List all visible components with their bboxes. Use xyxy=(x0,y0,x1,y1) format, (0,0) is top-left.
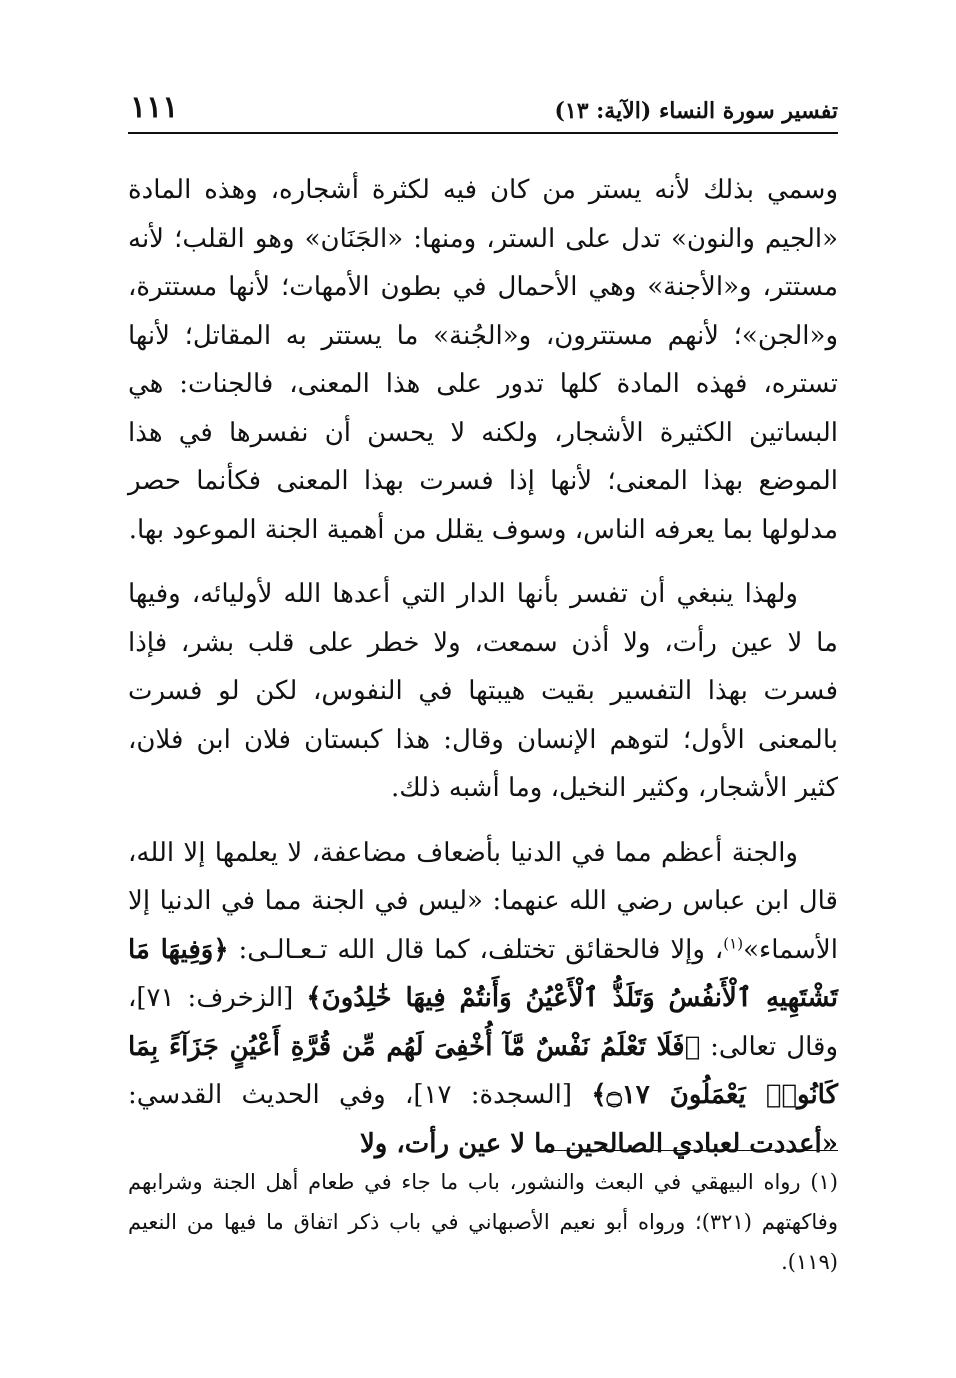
page-number: ١١١ xyxy=(130,90,179,125)
verse-reference-zukhruf: [الزخرف: ٧١]، وقال تعالى: xyxy=(128,983,838,1062)
paragraph-3 xyxy=(128,829,838,1169)
footnote-reference: (١) xyxy=(723,933,744,952)
footnote-separator xyxy=(548,1150,838,1151)
header-rule xyxy=(128,132,838,134)
running-title: تفسير سورة النساء (الآية: ١٣) xyxy=(554,98,838,124)
paragraph-3-text-b: ، وإلا فالحقائق تختلف، كما قال الله تـعـالـى: xyxy=(228,934,724,965)
quran-verse-sajdah: ﴿فَلَا تَعْلَمُ نَفْسٌ مَّآ أُخْفِىَ لَهُم مِّن قُرَّةِ أَعْيُنٍ جَزَآءً بِمَا كَانُوا۟ يَعْمَلُونَ ۝١٧﴾ xyxy=(128,1031,838,1110)
hadith-qudsi-quote: «أعددت لعبادي الصالحين ما لا عين رأت، ولا xyxy=(359,1128,838,1159)
footnote-1: (١) رواه البيهقي في البعث والنشور، باب ما جاء في طعام أهل الجنة وشرابهم وفاكهتهم (٣٢١)؛ ورواه أبو نعيم الأصبهاني في باب ذكر اتفاق ما فيها من النعيم (١١٩). xyxy=(128,1170,838,1274)
quran-verse-zukhruf: ﴿وَفِيهَا مَا تَشْتَهِيهِ ٱلْأَنفُسُ وَتَلَذُّ ٱلْأَعْيُنُ وَأَنتُمْ فِيهَا خَٰلِدُونَ﴾ xyxy=(128,934,838,1013)
body-text xyxy=(128,166,838,1184)
paragraph-3-text-a: والجنة أعظم مما في الدنيا بأضعاف مضاعفة، لا يعلمها إلا الله، قال ابن عباس رضي الله عنهما: «ليس في الجنة مما في الدنيا إلا الأسماء» xyxy=(128,837,838,965)
paragraph-2: ولهذا ينبغي أن تفسر بأنها الدار التي أعدها الله لأوليائه، وفيها ما لا عين رأت، ولا أذن سمعت، ولا خطر على قلب بشر، فإذا فسرت بهذا التفسير بقيت هيبتها في النفوس، لكن لو فسرت بالمعنى الأول؛ لتوهم الإنسان وقال: هذا كبستان فلان ابن فلان، كثير الأشجار، وكثير النخيل، وما أشبه ذلك. xyxy=(128,579,838,803)
footnotes xyxy=(128,1162,838,1282)
page-header xyxy=(128,86,838,136)
verse-reference-sajdah: [السجدة: ١٧]، وفي الحديث القدسي: xyxy=(128,1080,592,1110)
paragraph-1: وسمي بذلك لأنه يستر من كان فيه لكثرة أشجاره، وهذه المادة «الجيم والنون» تدل على الستر، ومنها: «الجَنَان» وهو القلب؛ لأنه مستتر، و«الأجنة» وهي الأحمال في بطون الأمهات؛ لأنها مستترة، و«الجن»؛ لأنهم مستترون، و«الجُنة» ما يستتر به المقاتل؛ لأنها تستره، فهذه المادة كلها تدور على هذا المعنى، فالجنات: هي البساتين الكثيرة الأشجار، ولكنه لا يحسن أن نفسرها في هذا الموضع بهذا المعنى؛ لأنها إذا فسرت بهذا المعنى فكأنما حصر مدلولها بما يعرفه الناس، وسوف يقلل من أهمية الجنة الموعود بها. xyxy=(128,175,838,545)
